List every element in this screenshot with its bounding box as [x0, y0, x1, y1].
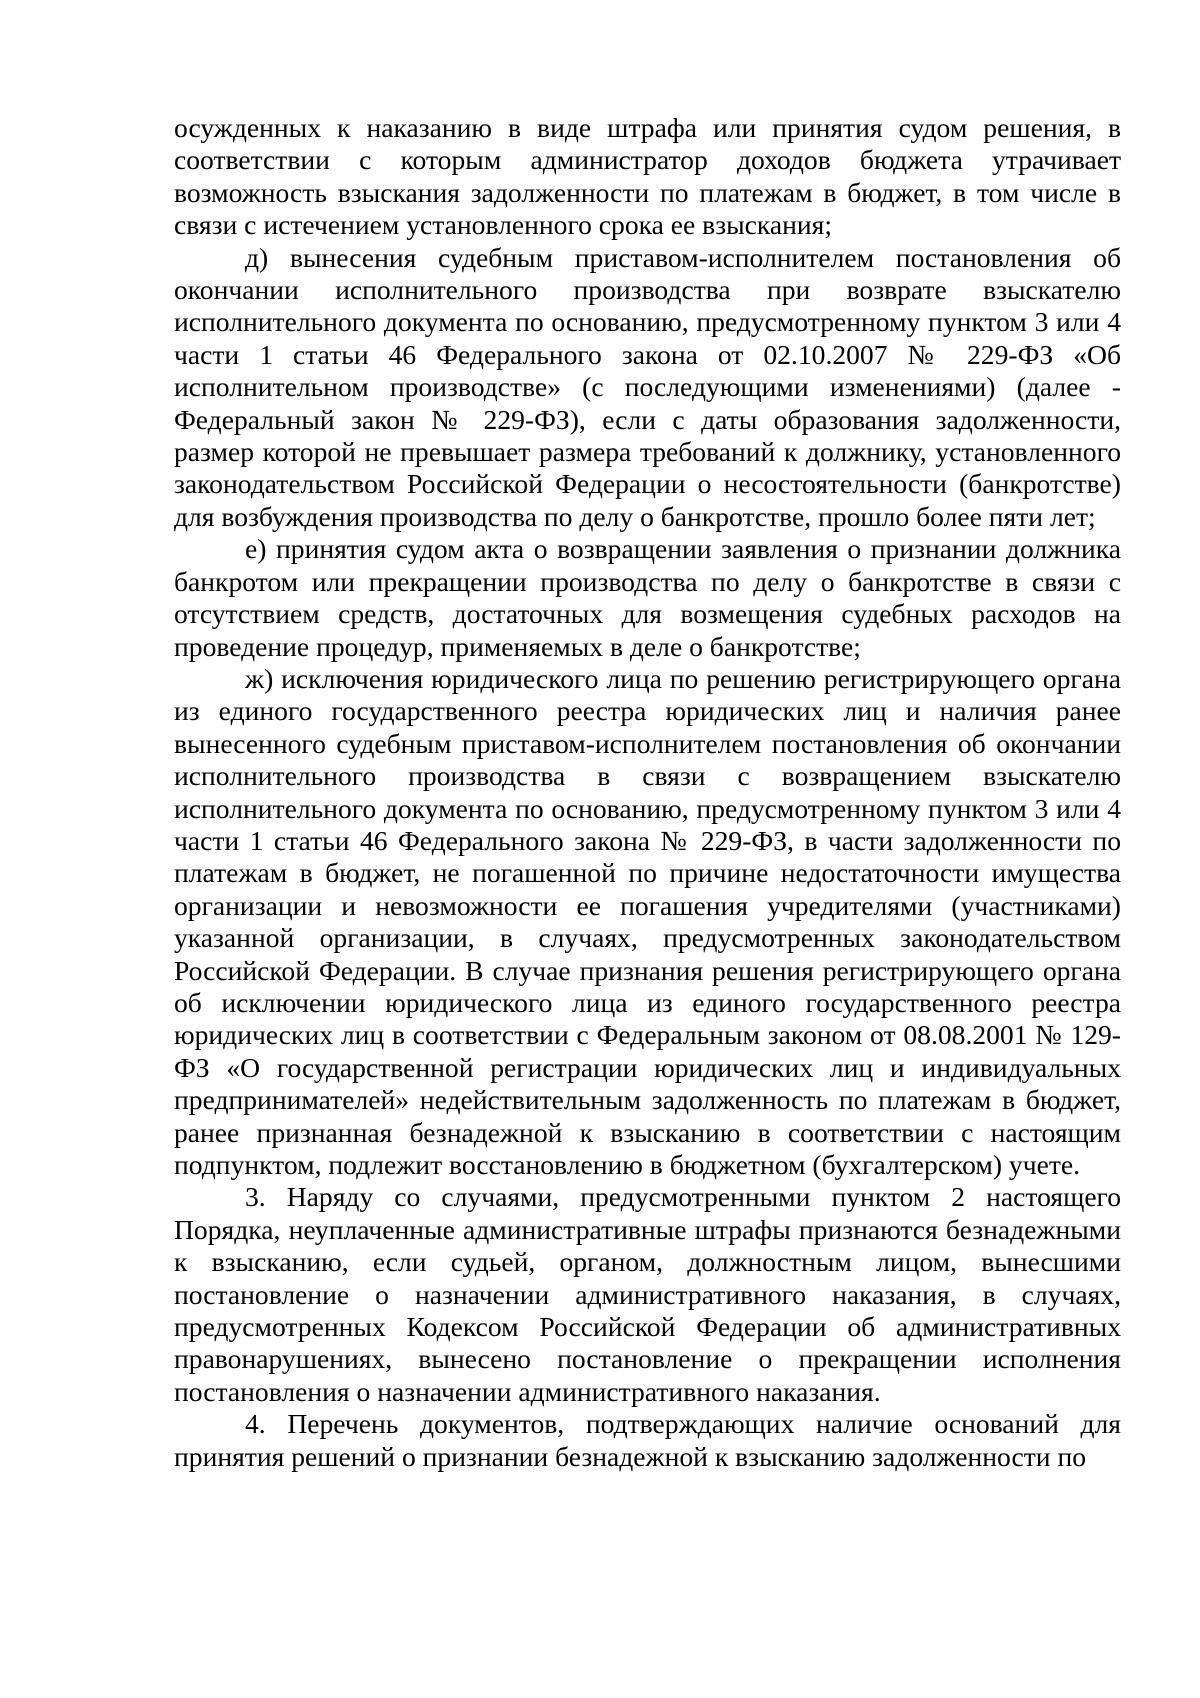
paragraph-item-zh: ж) исключения юридического лица по решению регистрирующего органа из единого государственного реестра юридических лиц и наличия ранее вынесенного судебным приставом-исполнителем постановления об окончании исполнительного производства в связи с возвращением взыскателю исполнительного документа по основанию, предусмотренному пунктом 3 или 4 части 1 статьи 46 Федерального закона № 229-ФЗ, в части задолженности по платежам в бюджет, не погашенной по причине недостаточности имущества организации и невозможности ее погашения учредителями (участниками) указанной организации, в случаях, предусмотренных законодательством Российской Федерации. В случае признания решения регистрирующего органа об исключении юридического лица из единого государственного реестра юридических лиц в соответствии с Федеральным законом от 08.08.2001 № 129-ФЗ «О государственной регистрации юридических лиц и индивидуальных предпринимателей» недействительным задолженность по платежам в бюджет, ранее признанная безнадежной к взысканию в соответствии с настоящим подпунктом, подлежит восстановлению в бюджетном (бухгалтерском) учете. — [174, 662, 1121, 1180]
document-page — [174, 112, 1121, 1473]
paragraph-clause-3: 3. Наряду со случаями, предусмотренными пунктом 2 настоящего Порядка, неуплаченные административные штрафы признаются безнадежными к взысканию, если судьей, органом, должностным лицом, вынесшими постановление о назначении административного наказания, в случаях, предусмотренных Кодексом Российской Федерации об административных правонарушениях, вынесено постановление о прекращении исполнения постановления о назначении административного наказания. — [174, 1181, 1121, 1407]
paragraph-item-e: е) принятия судом акта о возвращении заявления о признании должника банкротом или прекращении производства по делу о банкротстве в связи с отсутствием средств, достаточных для возмещения судебных расходов на проведение процедур, применяемых в деле о банкротстве; — [174, 533, 1121, 662]
paragraph-continuation: осужденных к наказанию в виде штрафа или принятия судом решения, в соответствии с которым администратор доходов бюджета утрачивает возможность взыскания задолженности по платежам в бюджет, в том числе в связи с истечением установленного срока ее взыскания; — [174, 112, 1121, 241]
paragraph-item-d: д) вынесения судебным приставом-исполнителем постановления об окончании исполнительного производства при возврате взыскателю исполнительного документа по основанию, предусмотренному пунктом 3 или 4 части 1 статьи 46 Федерального закона от 02.10.2007 № 229-ФЗ «Об исполнительном производстве» (с последующими изменениями) (далее - Федеральный закон № 229-ФЗ), если с даты образования задолженности, размер которой не превышает размера требований к должнику, установленного законодательством Российской Федерации о несостоятельности (банкротстве) для возбуждения производства по делу о банкротстве, прошло более пяти лет; — [174, 241, 1121, 532]
paragraph-clause-4: 4. Перечень документов, подтверждающих наличие оснований для принятия решений о признании безнадежной к взысканию задолженности по — [174, 1408, 1121, 1472]
